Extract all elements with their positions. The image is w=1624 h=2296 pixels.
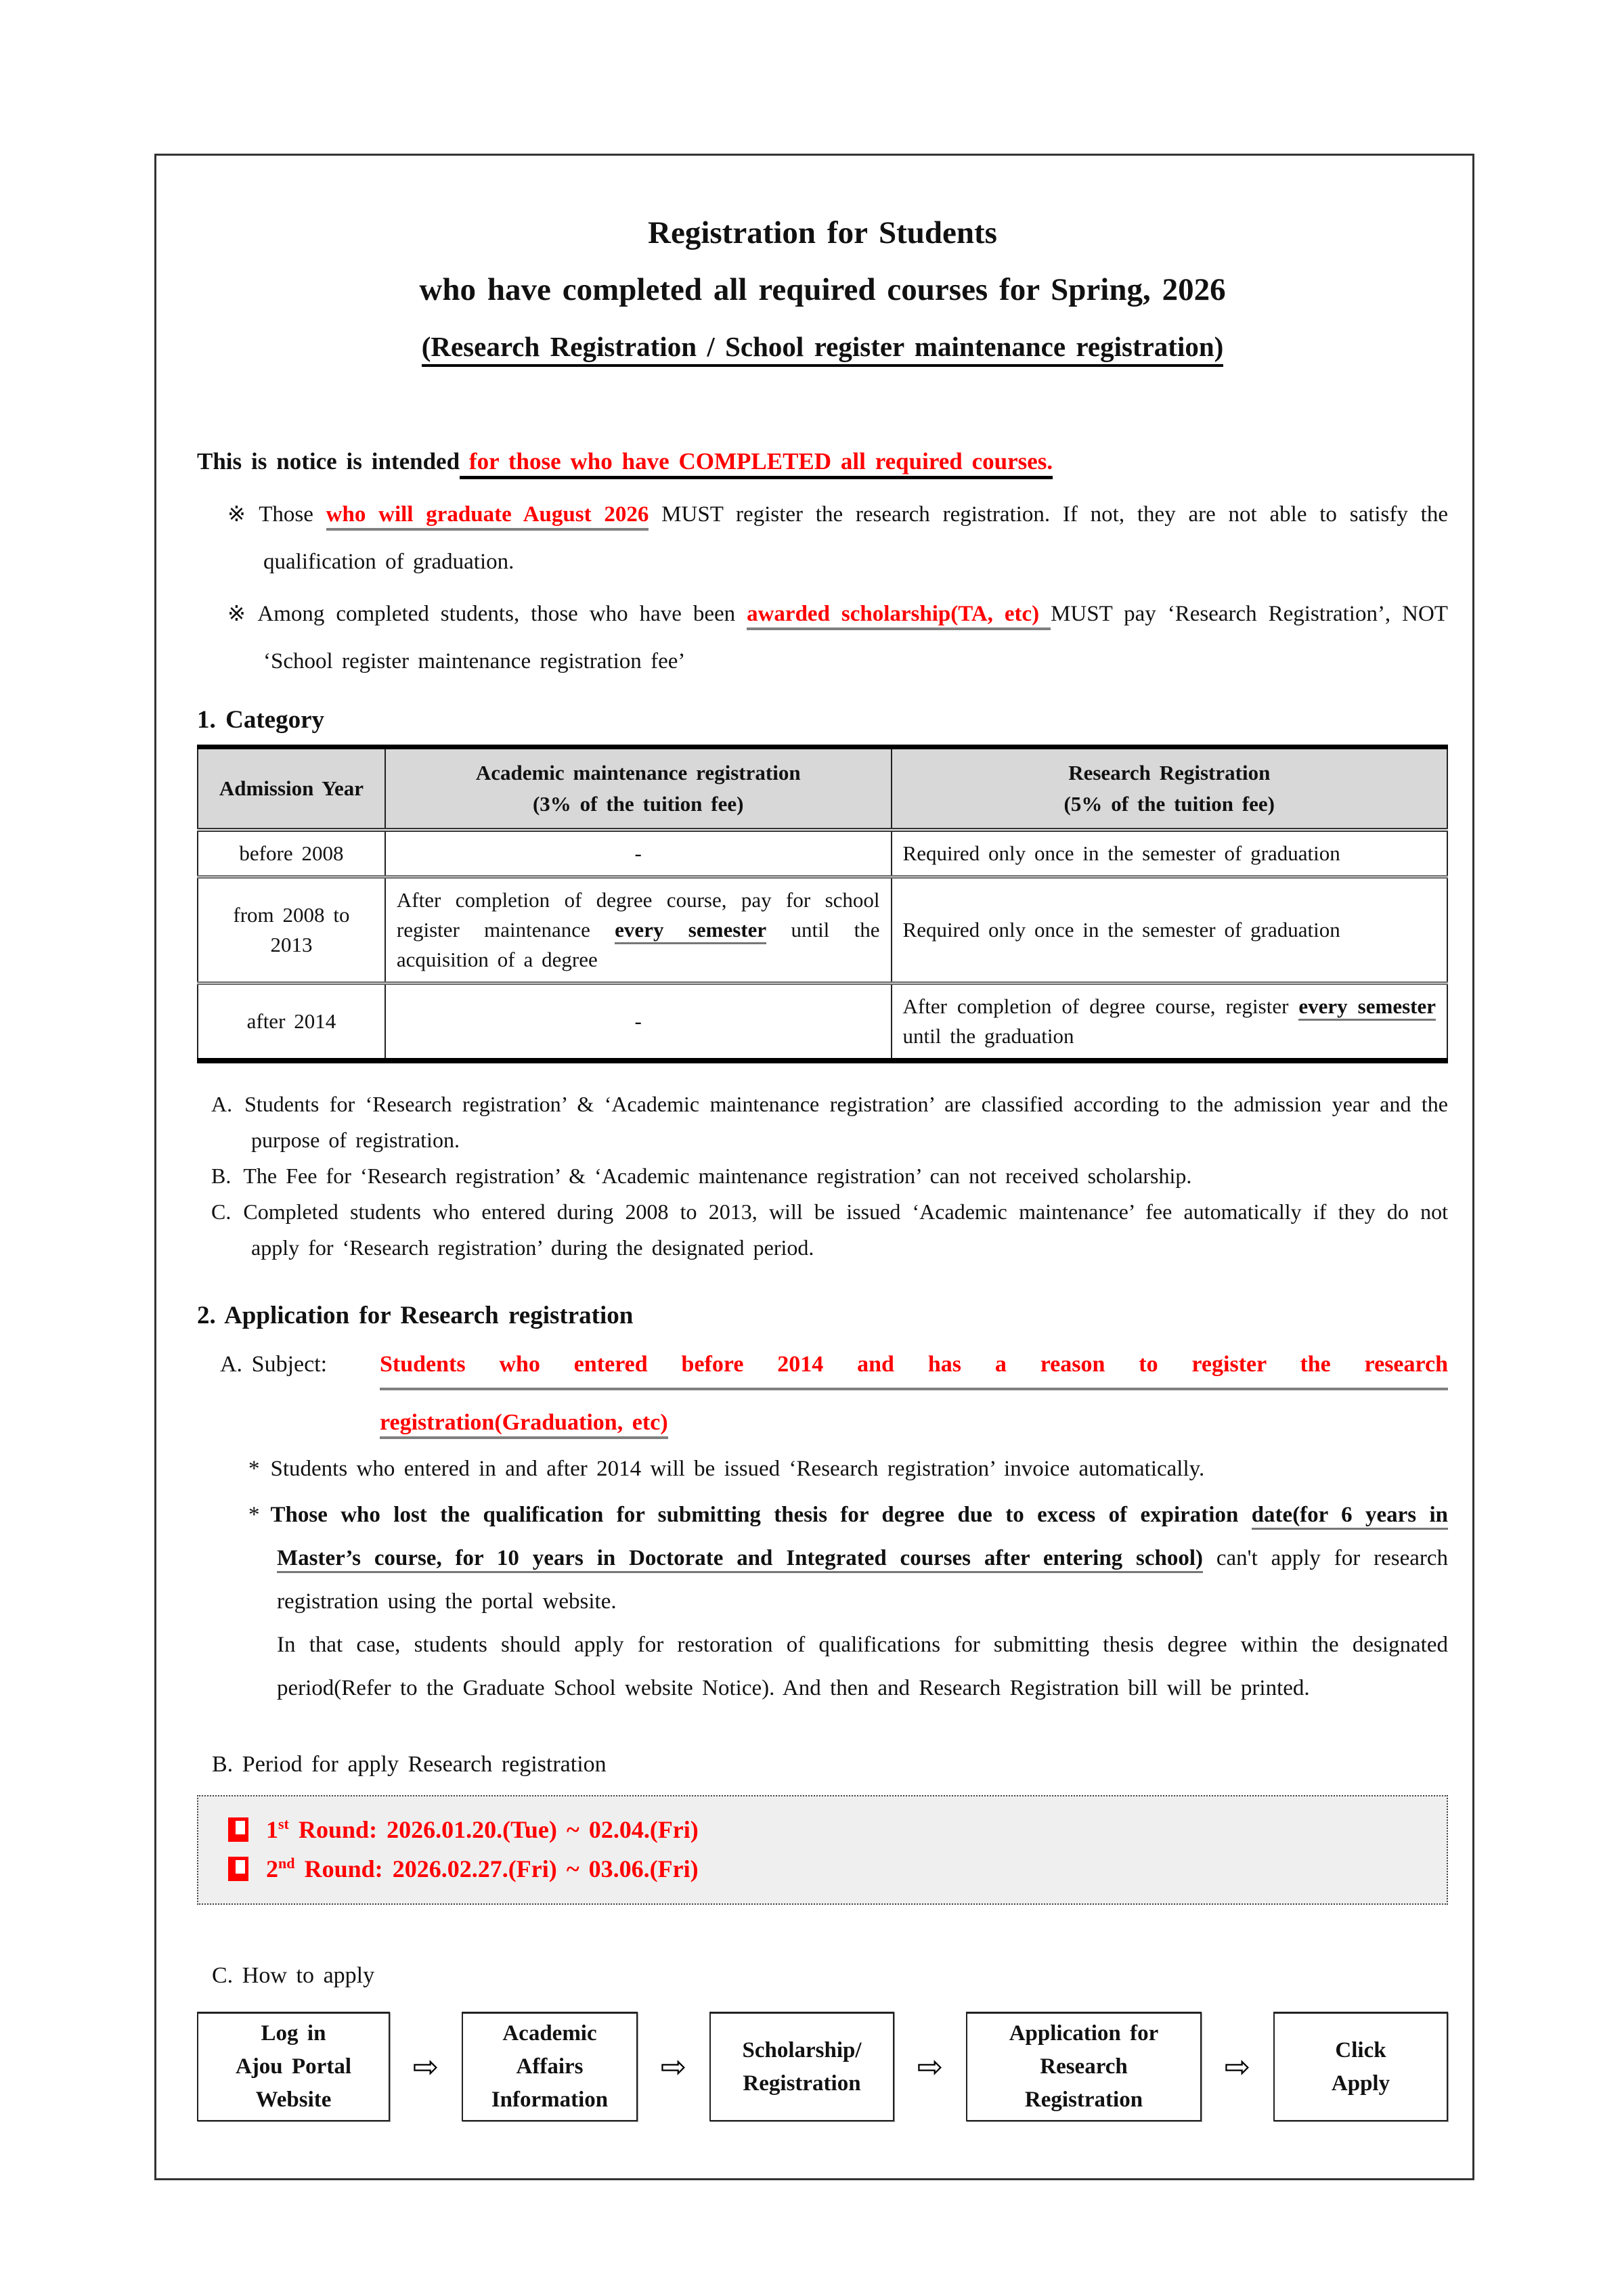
cell-academic: -	[385, 830, 892, 877]
document-title	[197, 204, 1448, 375]
notice-bullet-2	[197, 590, 1448, 685]
note-a-marker: A.	[211, 1092, 233, 1116]
checkbox-icon	[228, 1857, 248, 1881]
notice-bullet-2-text: Among completed students, those who have been awarded scholarship(TA, etc) MUST pay ‘Research Registration’, NOT ‘School register maintenance registration fee’	[257, 602, 1448, 674]
title-line-3	[197, 318, 1448, 375]
notice-bullet-1	[197, 490, 1448, 586]
cell-year: from 2008 to 2013	[198, 877, 385, 984]
asterisk-item-2-continuation: In that case, students should apply for restoration of qualifications for submitting thesis degree within the designated period(Refer to the Graduate School website Notice). And then and Research Registration bill will be printed.	[277, 1633, 1448, 1700]
cell-research: After completion of degree course, register every semester until the graduation	[892, 984, 1447, 1061]
reference-mark-icon: ※	[227, 501, 250, 527]
note-c	[197, 1194, 1448, 1266]
category-notes	[197, 1086, 1448, 1266]
asterisk-item-2-text: Those who lost the qualification for submitting thesis for degree due to excess of expiration date(for 6 years in Master’s course, for 10 years in Doctorate and Integrated courses after entering school) can't apply for research registration using the portal website.	[270, 1503, 1449, 1614]
arrow-right-icon: ⇨	[660, 2048, 687, 2085]
asterisk-item-2	[197, 1493, 1448, 1623]
arrow-right-icon: ⇨	[1224, 2048, 1251, 2085]
asterisk-marker: *	[248, 1457, 260, 1481]
title-line-1: Registration for Students	[648, 215, 997, 250]
note-b	[197, 1158, 1448, 1194]
header-admission-year: Admission Year	[198, 747, 385, 831]
period-heading: B. Period for apply Research registration	[212, 1752, 607, 1777]
reference-mark-icon: ※	[227, 600, 248, 626]
section2-heading: 2. Application for Research registration	[197, 1302, 634, 1329]
note-a-text: Students for ‘Research registration’ & ‘Academic maintenance registration’ are classified according to the admission year and the purpose of registration.	[244, 1092, 1448, 1152]
note-b-marker: B.	[211, 1164, 232, 1188]
table-row-after-2014	[198, 984, 1447, 1061]
flow-step-academic-affairs: Academic Affairs Information	[462, 2012, 638, 2121]
table-row-2008-2013	[198, 877, 1447, 984]
apply-flow	[197, 2012, 1448, 2121]
cell-year: after 2014	[198, 984, 385, 1061]
subject-label: A. Subject:	[220, 1352, 328, 1377]
cell-academic: After completion of degree course, pay for school register maintenance every semester until the acquisition of a degree	[385, 877, 892, 984]
round-2	[228, 1849, 1447, 1889]
arrow-right-icon: ⇨	[412, 2048, 439, 2085]
asterisk-item-1	[197, 1447, 1448, 1491]
flow-step-click-apply: Click Apply	[1273, 2012, 1448, 2121]
header-academic-maintenance: Academic maintenance registration (3% of the tuition fee)	[385, 747, 892, 831]
subject-text	[380, 1343, 1448, 1444]
category-table-header	[198, 747, 1447, 831]
header-research-registration: Research Registration (5% of the tuition fee)	[892, 747, 1447, 831]
document-frame	[154, 154, 1474, 2180]
title-line-2: who have completed all required courses for Spring, 2026	[419, 272, 1226, 307]
notice-lead: This is notice is intended for those who have COMPLETED all required courses.	[197, 437, 1448, 486]
subject-row	[197, 1343, 1448, 1444]
flow-step-scholarship-registration: Scholarship/ Registration	[709, 2012, 894, 2121]
asterisk-marker: *	[248, 1503, 260, 1527]
flow-step-application-research: Application for Research Registration	[966, 2012, 1202, 2121]
checkbox-icon	[228, 1817, 248, 1842]
cell-research: Required only once in the semester of graduation	[892, 830, 1447, 877]
note-b-text: The Fee for ‘Research registration’ & ‘Academic maintenance registration’ can not received scholarship.	[243, 1164, 1192, 1188]
note-c-marker: C.	[211, 1199, 232, 1224]
arrow-right-icon: ⇨	[917, 2048, 944, 2085]
round-2-text: 2nd Round: 2026.02.27.(Fri) ~ 03.06.(Fri)	[266, 1855, 699, 1882]
section1-heading: 1. Category	[197, 706, 325, 734]
subject-line-2: registration(Graduation, etc)	[380, 1401, 1448, 1444]
note-a	[197, 1086, 1448, 1158]
subject-line-1: Students who entered before 2014 and has a reason to register the research	[380, 1343, 1448, 1390]
cell-research: Required only once in the semester of graduation	[892, 877, 1447, 984]
asterisk-item-1-text: Students who entered in and after 2014 will be issued ‘Research registration’ invoice automatically.	[270, 1457, 1205, 1481]
table-row-before-2008	[198, 830, 1447, 877]
howto-heading: C. How to apply	[212, 1963, 375, 1988]
flow-step-login: Log in Ajou Portal Website	[197, 2012, 390, 2121]
round-1-text: 1st Round: 2026.01.20.(Tue) ~ 02.04.(Fri)	[266, 1815, 699, 1843]
note-c-text: Completed students who entered during 2008 to 2013, will be issued ‘Academic maintenance’ fee automatically if they do not apply for ‘Research registration’ during the designated period.	[243, 1199, 1448, 1260]
category-table	[197, 745, 1448, 1063]
cell-academic: -	[385, 984, 892, 1061]
cell-year: before 2008	[198, 830, 385, 877]
rounds-box	[197, 1795, 1448, 1905]
round-1	[228, 1810, 1447, 1849]
notice-bullet-1-text: Those who will graduate August 2026 MUST register the research registration. If not, they are not able to satisfy the qualification of graduation.	[259, 502, 1448, 574]
title-line-3-underline: (Research Registration / School register maintenance registration)	[422, 331, 1224, 367]
